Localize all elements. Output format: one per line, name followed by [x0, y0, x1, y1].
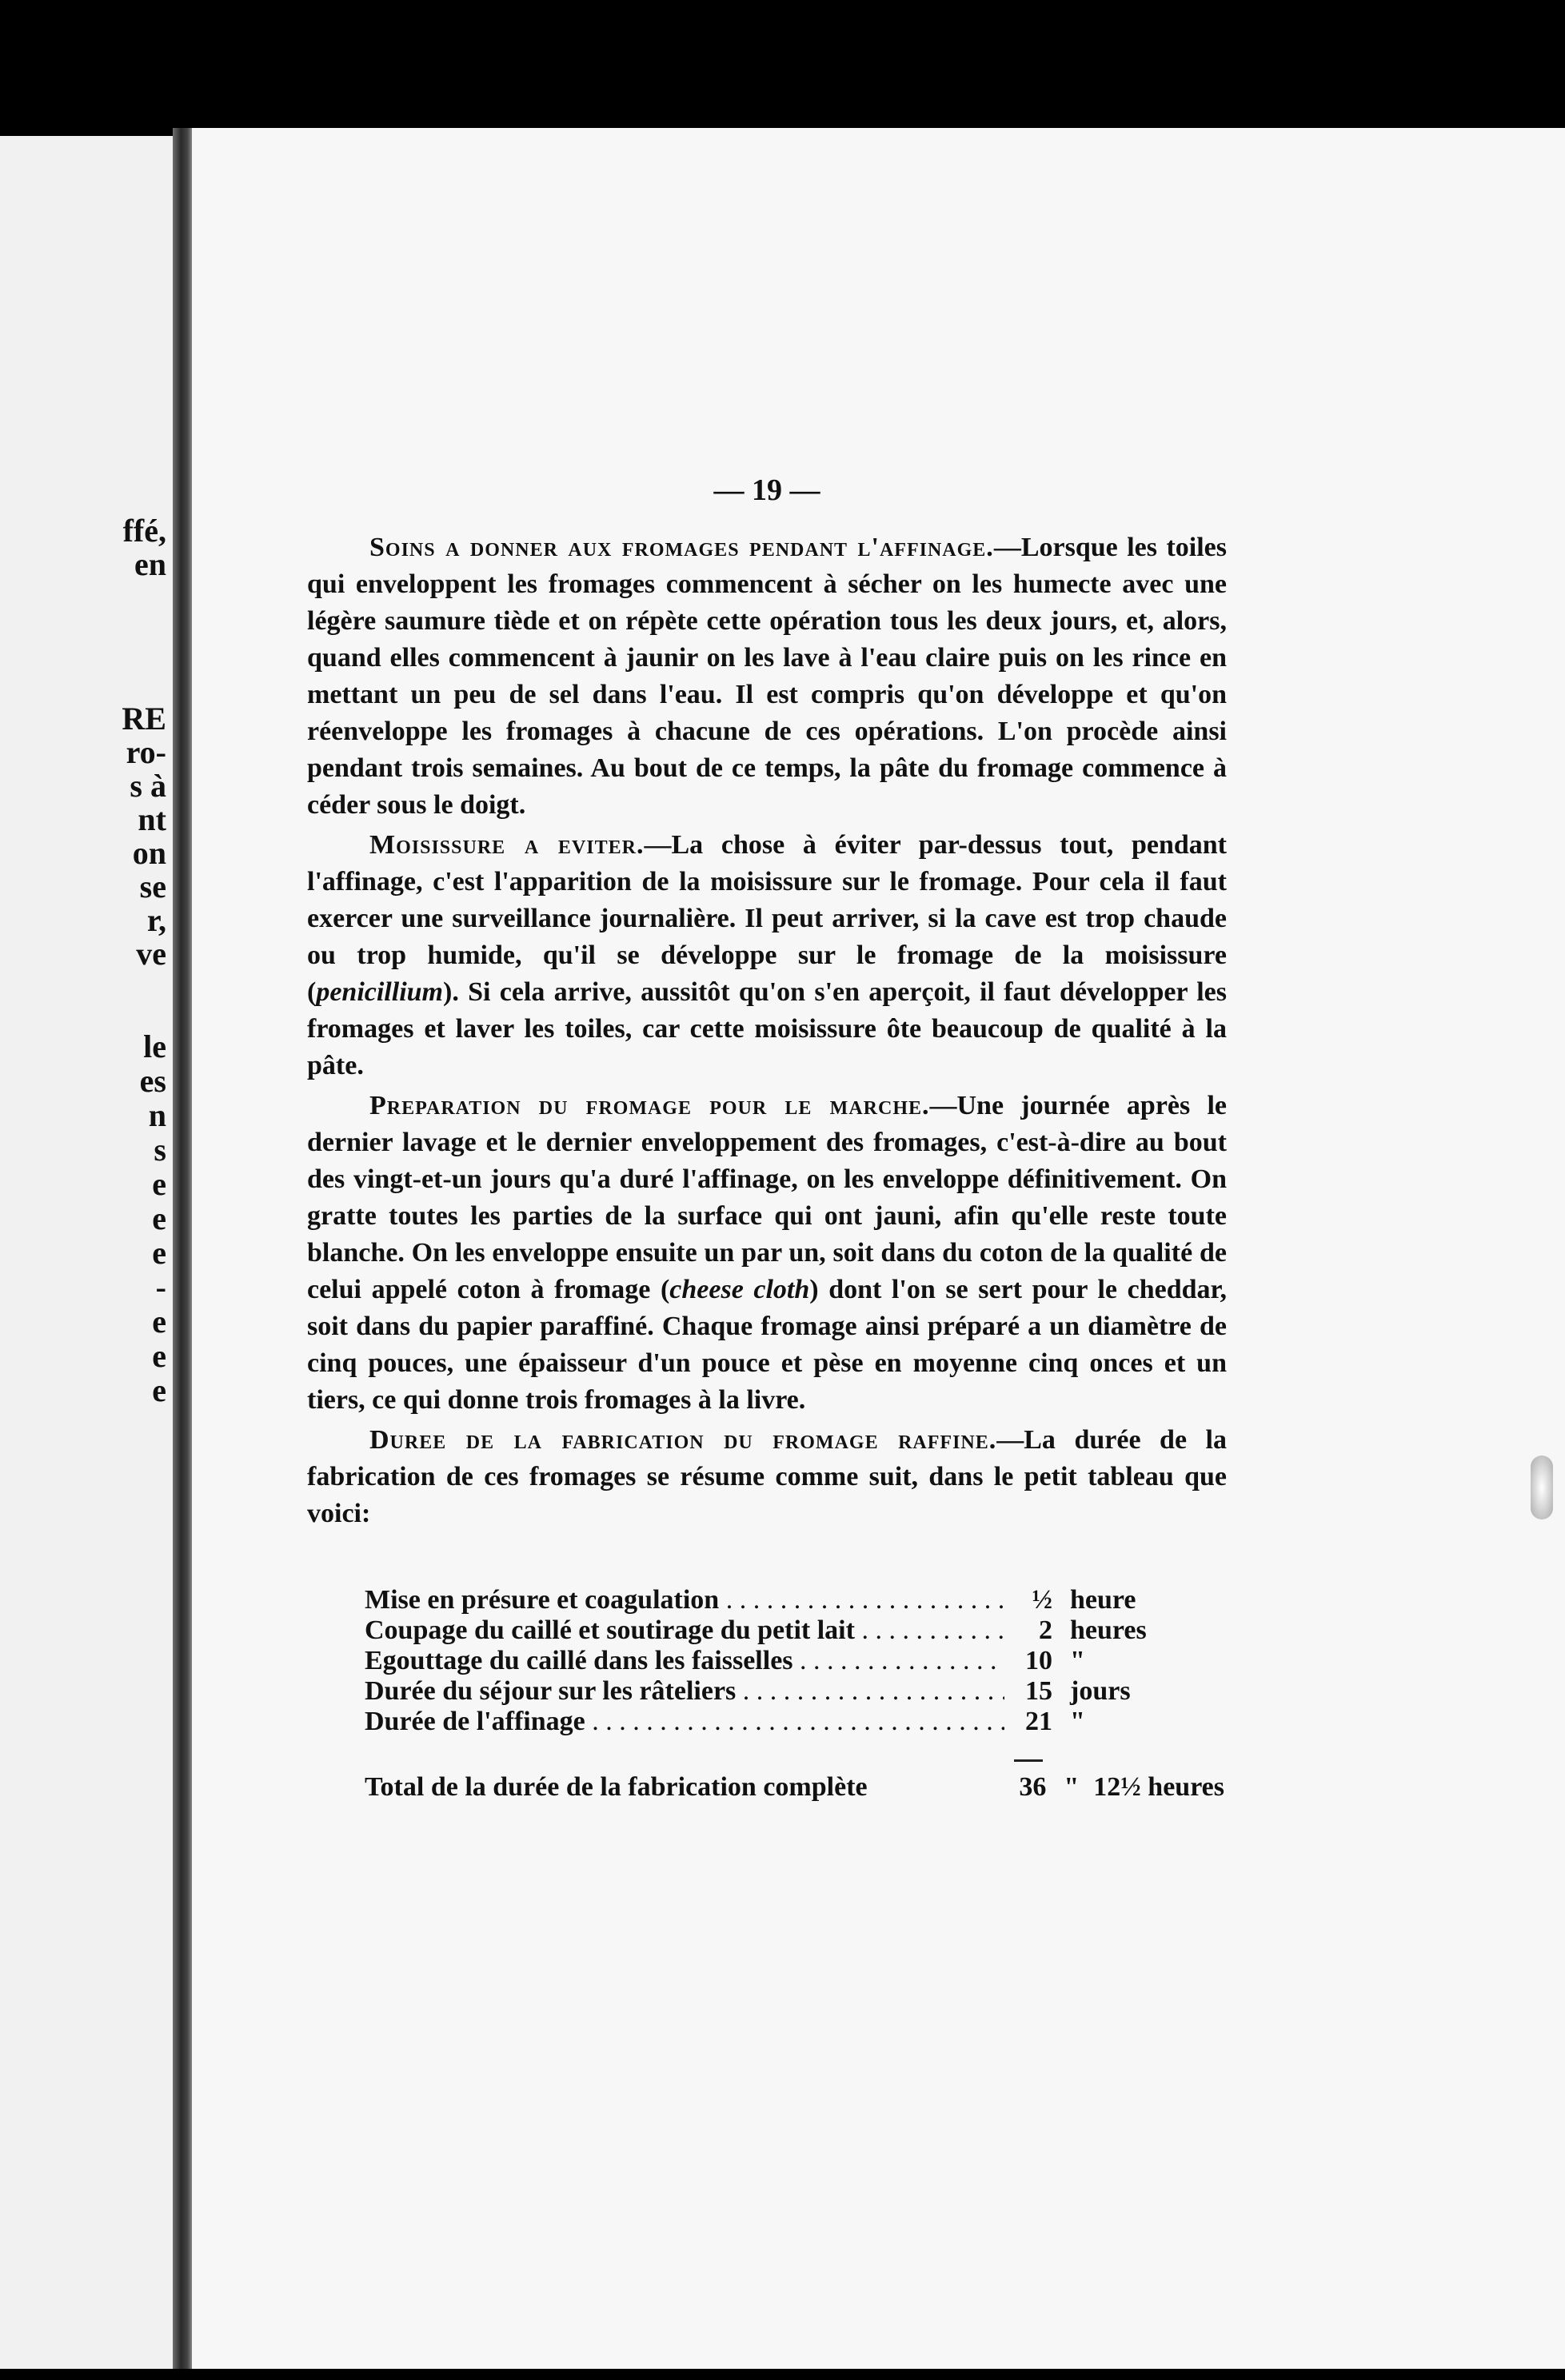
row-label: Egouttage du caillé dans les faisselles . . .: [365, 1646, 1004, 1676]
left-fragment: le: [143, 1028, 166, 1064]
section-text: —Lorsque les toiles qui enveloppent les fromages commencent à sécher on les humecte avec une légère saumure tiède et on répète cette opération tous les deux jours, et, alors, quand elles commencent à jaunir on les lave à l'eau claire puis on les rince en mettant un peu de sel dans l'eau. Il est compris qu'on développe et qu'on réenveloppe les fromages à chacune de ces opérations. L'on procède ainsi pendant trois semaines. Au bout de ce temps, la pâte du fromage commence à céder sous le doigt.: [307, 533, 1227, 820]
left-fragment: e: [152, 1166, 166, 1202]
row-value: 15: [1025, 1676, 1052, 1706]
row-label: Mise en présure et coagulation . . .: [365, 1585, 1004, 1615]
left-fragment: s: [154, 1132, 166, 1168]
section-heading: Moisissure a eviter.: [369, 830, 645, 860]
row-value: ½: [1032, 1585, 1052, 1615]
left-page-edge: [0, 136, 186, 2369]
total-value: 36: [1019, 1772, 1047, 1802]
section-text: —La durée de la fabrication de ces fromages se résume comme suit, dans le petit tableau que voici:: [307, 1425, 1227, 1528]
table-row: [365, 1615, 1224, 1646]
sum-rule: [1014, 1759, 1043, 1762]
table-row: [365, 1585, 1224, 1615]
row-label: Durée de l'affinage . . .: [365, 1707, 1004, 1737]
left-fragment: e: [152, 1200, 166, 1236]
section-text: ). Si cela arrive, aussitôt qu'on s'en aperçoit, il faut développer les fromages et laver les toiles, car cette moisissure ôte beaucoup de qualité à la pâte.: [307, 977, 1227, 1080]
italic-term: cheese cloth: [669, 1275, 810, 1304]
row-unit: ": [1070, 1646, 1085, 1675]
table-row: [365, 1646, 1224, 1676]
left-fragment: se: [139, 869, 166, 904]
left-fragment: e: [152, 1338, 166, 1374]
row-unit: heure: [1070, 1585, 1136, 1615]
section-preparation: [307, 1088, 1227, 1419]
left-fragment: e: [152, 1235, 166, 1271]
left-fragment: es: [139, 1063, 166, 1099]
total-label: Total de la durée de la fabrication complète: [365, 1772, 868, 1802]
row-label: Durée du séjour sur les râteliers . . .: [365, 1676, 1004, 1707]
left-fragment: n: [148, 1097, 166, 1133]
section-text: ) dont l'on se sert pour le cheddar, soit dans du papier paraffiné. Chaque fromage ainsi préparé a un diamètre de cinq pouces, une épaisseur d'un pouce et pèse en moyenne cinq onces et un tiers, ce qui donne trois fromages à la livre.: [307, 1275, 1227, 1415]
total-unit: [1064, 1771, 1224, 1803]
left-fragment: ffé,: [122, 513, 166, 549]
row-unit: ": [1070, 1707, 1085, 1736]
row-value: 2: [1039, 1615, 1052, 1645]
left-fragment: nt: [138, 801, 166, 837]
table-row: [365, 1707, 1224, 1737]
left-fragment: s à: [130, 768, 166, 804]
section-text: —La chose à éviter par-dessus tout, pendant l'affinage, c'est l'apparition de la moisissure sur le fromage. Pour cela il faut exercer une surveillance journalière. Il peut arriver, si la cave est trop chaude ou trop humide, qu'il se développe sur le fromage de la moisissure (: [307, 830, 1227, 1007]
section-heading: Soins a donner aux fromages pendant l'affinage.: [369, 533, 994, 562]
row-value: 10: [1025, 1646, 1052, 1675]
section-soins: [307, 529, 1227, 824]
italic-term: penicillium: [316, 977, 444, 1007]
page-content: [307, 472, 1227, 1803]
row-unit: jours: [1070, 1676, 1131, 1706]
row-value: 21: [1025, 1707, 1052, 1736]
left-fragment: e: [152, 1372, 166, 1408]
total-extra: 12½ heures: [1093, 1772, 1224, 1802]
section-moisissure: [307, 827, 1227, 1084]
row-unit: heures: [1070, 1615, 1147, 1645]
section-heading: Preparation du fromage pour le marche.: [369, 1091, 930, 1120]
total-unit-mark: ": [1064, 1772, 1080, 1802]
section-duree: [307, 1422, 1227, 1532]
left-fragment: on: [132, 835, 166, 871]
section-heading: Duree de la fabrication du fromage raffine.: [369, 1425, 997, 1455]
section-text: —Une journée après le dernier lavage et le dernier enveloppement des fromages, c'est-à-dire au bout des vingt-et-un jours qu'a duré l'affinage, on les enveloppe définitivement. On gratte toutes les parties de la surface qui ont jauni, afin qu'elle reste toute blanche. On les enveloppe ensuite un par un, soit dans du coton de la qualité de celui appelé coton à fromage (: [307, 1091, 1227, 1304]
left-fragment: RE: [122, 701, 166, 737]
page-number: — 19 —: [713, 473, 820, 507]
table-row: [365, 1676, 1224, 1707]
row-label: Coupage du caillé et soutirage du petit lait . . .: [365, 1615, 1004, 1646]
left-fragment: r,: [146, 902, 166, 938]
left-fragment: ve: [136, 936, 166, 972]
left-fragment: e: [152, 1304, 166, 1340]
left-fragment: en: [134, 546, 166, 582]
left-fragment: ro-: [126, 734, 166, 770]
total-row: [365, 1771, 1224, 1803]
page-edge-mark: [1531, 1456, 1553, 1519]
duration-table: [365, 1585, 1224, 1803]
left-fragment: -: [155, 1269, 166, 1305]
book-spine: [173, 128, 194, 2369]
